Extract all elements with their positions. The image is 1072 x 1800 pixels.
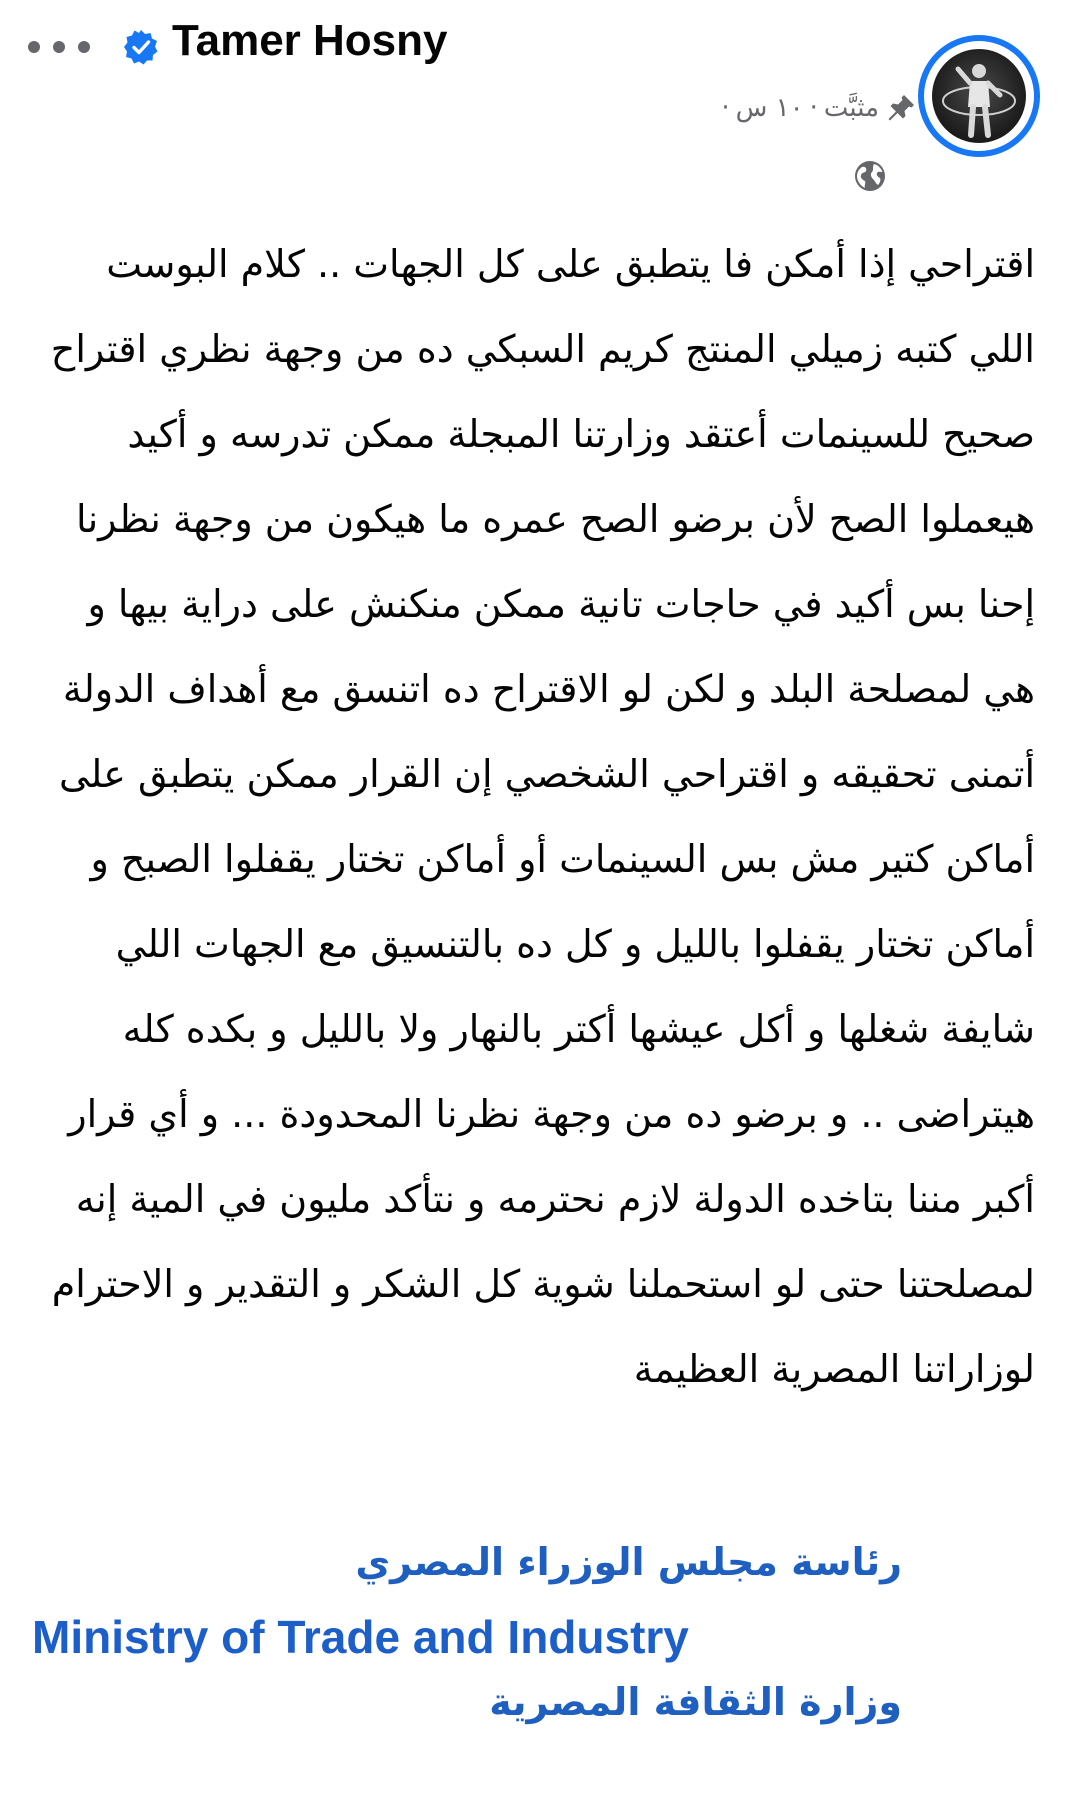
- avatar-figure-icon: [932, 49, 1026, 143]
- page-avatar[interactable]: [918, 35, 1040, 157]
- meta-separator: ·: [721, 93, 730, 123]
- tag-cabinet-link[interactable]: رئاسة مجلس الوزراء المصري: [355, 1540, 902, 1584]
- pinned-label: مثبَّت: [823, 93, 879, 123]
- more-dot: [78, 41, 90, 53]
- tag-ministry-culture-link[interactable]: وزارة الثقافة المصرية: [489, 1680, 902, 1724]
- post-meta: [721, 92, 917, 124]
- meta-separator: ·: [809, 93, 818, 123]
- avatar-image: [932, 49, 1026, 143]
- post-timestamp[interactable]: ١٠ س: [735, 93, 804, 123]
- pin-icon: [885, 92, 917, 124]
- globe-icon[interactable]: [853, 159, 887, 193]
- more-dot: [53, 41, 65, 53]
- tag-ministry-trade-link[interactable]: Ministry of Trade and Industry: [32, 1611, 689, 1663]
- post-header: [0, 0, 1072, 210]
- verified-badge-icon: [123, 29, 159, 65]
- more-options-button[interactable]: [28, 28, 90, 66]
- post-text: اقتراحي إذا أمكن فا يتطبق على كل الجهات .. كلام البوست اللي كتبه زميلي المنتج كريم السبكي ده من وجهة نظري اقتراح صحيح للسينمات أعتقد وزارتنا المبجلة ممكن تدرسه و أكيد هيعملوا الصح لأن برضو الصح عمره ما هيكون من وجهة نظرنا إحنا بس أكيد في حاجات تانية ممكن منكنش على دراية بيها و هي لمصلحة البلد و لكن لو الاقتراح ده اتنسق مع أهداف الدولة أتمنى تحقيقه و اقتراحي الشخصي إن القرار ممكن يتطبق على أماكن كتير مش بس السينمات أو أماكن تختار يقفلوا الصبح و أماكن تختار يقفلوا بالليل و كل ده بالتنسيق مع الجهات اللي شايفة شغلها و أكل عيشها أكتر بالنهار ولا بالليل و بكده كله هيتراضى .. و برضو ده من وجهة نظرنا المحدودة ... و أي قرار أكبر مننا بتاخده الدولة لازم نحترمه و نتأكد مليون في المية إنه لمصلحتنا حتى لو استحملنا شوية كل الشكر و التقدير و الاحترام لوزاراتنا المصرية العظيمة: [50, 242, 1035, 1391]
- more-dot: [28, 41, 40, 53]
- page-name-link[interactable]: Tamer Hosny: [172, 16, 448, 65]
